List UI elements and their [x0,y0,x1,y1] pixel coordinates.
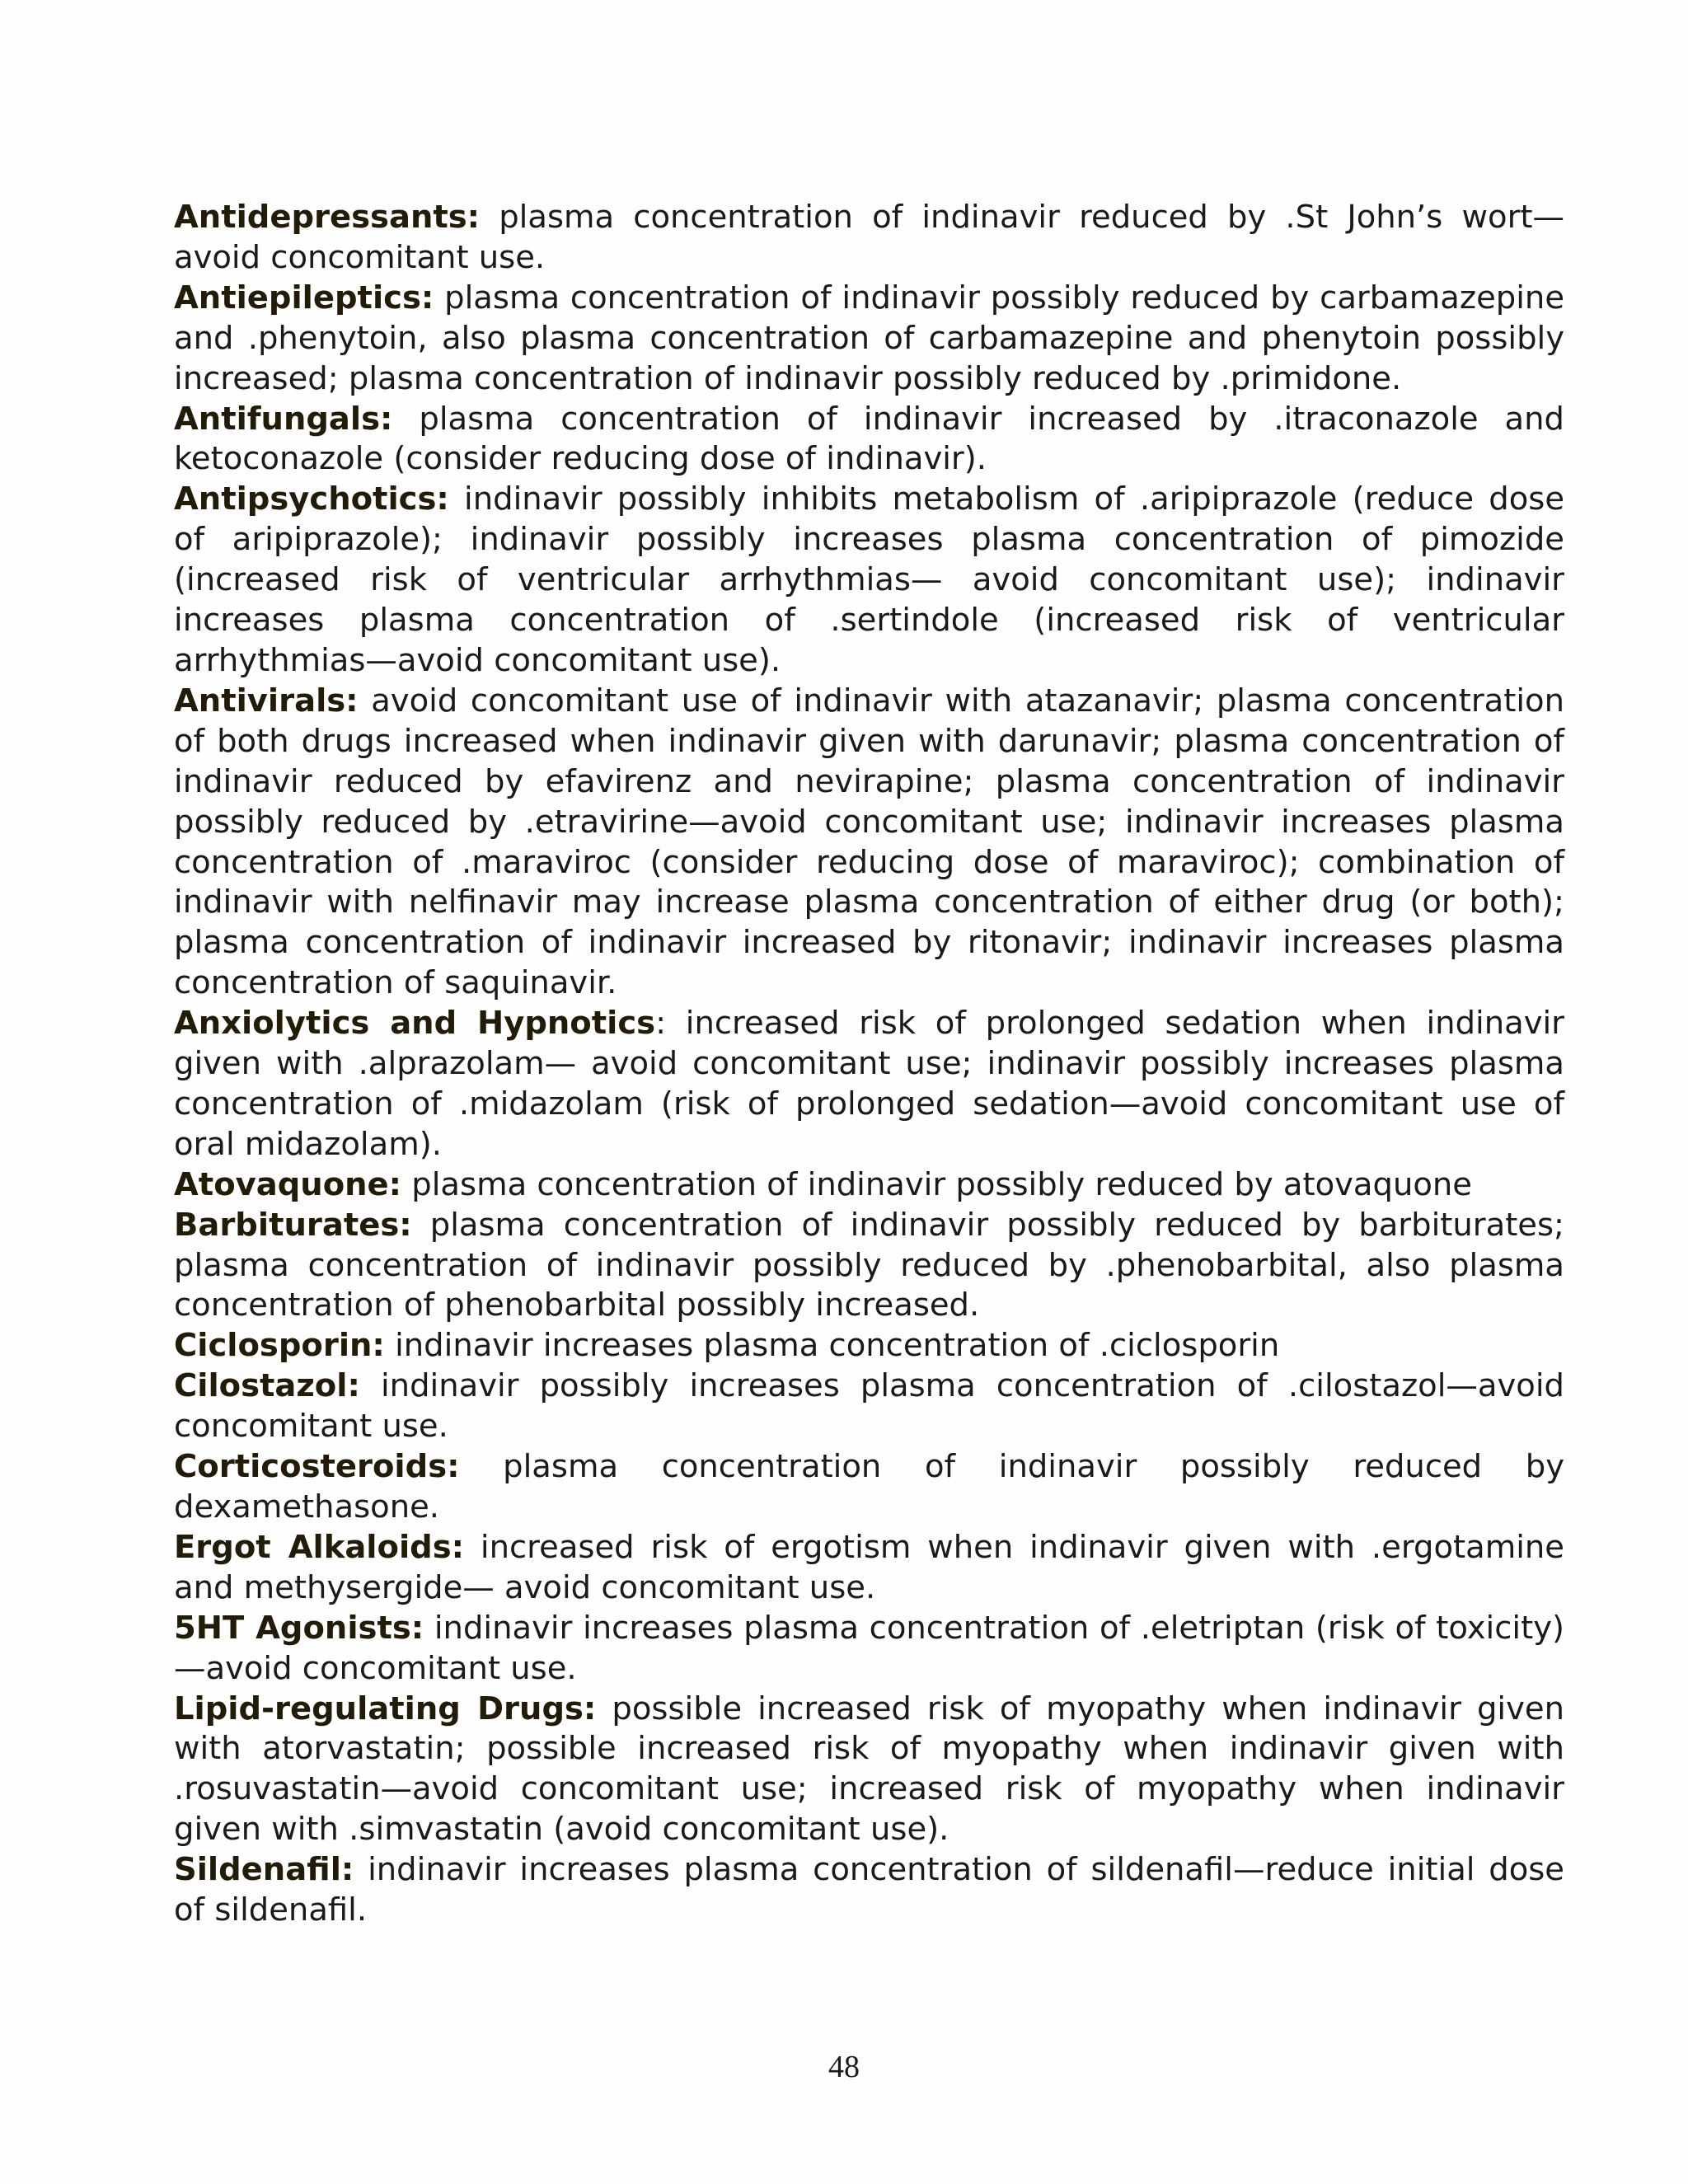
entry-text: plasma concentration of indinavir possibly reduced by dexamethasone. [174,1448,1564,1526]
entry-text: indinavir increases plasma concentration of .ciclosporin [384,1327,1280,1365]
entry-antidepressants [174,198,1564,279]
entry-antifungals [174,400,1564,480]
entry-text: plasma concentration of indinavir possibly reduced by carbamazepine and .phenytoin, also plasma concentration of carbamazepine and phenytoin possibly increased; plasma concentration of indinavir possibly reduced by .primidone. [174,279,1564,397]
entry-text: indinavir increases plasma concentration of sildenafil—reduce initial dose of sildenafil. [174,1851,1564,1929]
entry-term: 5HT Agonists: [174,1609,424,1647]
interaction-list [174,198,1564,1931]
entry-5ht-agonists [174,1609,1564,1690]
entry-term: Cilostazol: [174,1367,360,1405]
entry-antipsychotics [174,480,1564,682]
entry-lipid-regulating-drugs [174,1690,1564,1851]
entry-ergot-alkaloids [174,1528,1564,1609]
entry-term: Anxiolytics and Hypnotics [174,1005,656,1043]
entry-term: Antidepressants: [174,199,481,236]
entry-ciclosporin [174,1326,1564,1366]
entry-barbiturates [174,1206,1564,1327]
entry-text: plasma concentration of indinavir reduced by .St John’s wort—avoid concomitant use. [174,199,1564,276]
page-number: 48 [828,2050,860,2084]
entry-text: : increased risk of prolonged sedation when indinavir given with .alprazolam— avoid concomitant use; indinavir possibly increases plasma concentration of .midazolam (risk of prolonged sedation—avoid concomitant use of oral midazolam). [174,1005,1565,1163]
entry-term: Antipsychotics: [174,480,449,518]
entry-atovaquone [174,1165,1564,1206]
entry-text: indinavir possibly increases plasma concentration of .cilostazol—avoid concomitant use. [174,1367,1564,1446]
entry-text: increased risk of ergotism when indinavir given with .ergotamine and methysergide— avoid concomitant use. [174,1528,1564,1606]
entry-sildenafil [174,1850,1564,1931]
entry-term: Antiepileptics: [174,279,434,316]
entry-text: avoid concomitant use of indinavir with atazanavir; plasma concentration of both drugs increased when indinavir given with darunavir; plasma concentration of indinavir reduced by efavirenz and nevirapine; plasma concentration of indinavir possibly reduced by .etravirine—avoid concomitant use; indinavir increases plasma concentration of .maraviroc (consider reducing dose of maraviroc); combination of indinavir with nelfinavir may increase plasma concentration of either drug (or both); plasma concentration of indinavir increased by ritonavir; indinavir increases plasma concentration of saquinavir. [174,682,1564,1002]
entry-anxiolytics-hypnotics [174,1004,1564,1165]
entry-text: indinavir possibly inhibits metabolism of .aripiprazole (reduce dose of aripiprazole); indinavir possibly increases plasma concentration of pimozide (increased risk of ventricular arrhythmias— avoid concomitant use); indinavir increases plasma concentration of .sertindole (increased risk of ventricular arrhythmias—avoid concomitant use). [174,480,1564,679]
entry-term: Sildenafil: [174,1851,354,1889]
entry-term: Ergot Alkaloids: [174,1528,465,1566]
entry-text: possible increased risk of myopathy when indinavir given with atorvastatin; possible increased risk of myopathy when indinavir given with .rosuvastatin—avoid concomitant use; increased risk of myopathy when indinavir given with .simvastatin (avoid concomitant use). [174,1690,1564,1849]
entry-antivirals [174,682,1564,1004]
entry-antiepileptics [174,279,1564,400]
entry-term: Corticosteroids: [174,1448,460,1486]
entry-term: Antivirals: [174,682,359,719]
entry-term: Barbiturates: [174,1206,412,1244]
entry-text: indinavir increases plasma concentration of .eletriptan (risk of toxicity)—avoid concomitant use. [174,1609,1564,1687]
entry-term: Atovaquone: [174,1165,402,1203]
entry-term: Antifungals: [174,400,393,438]
entry-term: Lipid-regulating Drugs: [174,1690,597,1727]
entry-term: Ciclosporin: [174,1327,385,1365]
entry-corticosteroids [174,1447,1564,1528]
entry-text: plasma concentration of indinavir increased by .itraconazole and ketoconazole (consider reducing dose of indinavir). [174,400,1564,478]
entry-text: plasma concentration of indinavir possibly reduced by atovaquone [401,1165,1472,1203]
entry-cilostazol [174,1366,1564,1447]
entry-text: plasma concentration of indinavir possibly reduced by barbiturates; plasma concentration of indinavir possibly reduced by .phenobarbital, also plasma concentration of phenobarbital possibly increased. [174,1206,1564,1324]
